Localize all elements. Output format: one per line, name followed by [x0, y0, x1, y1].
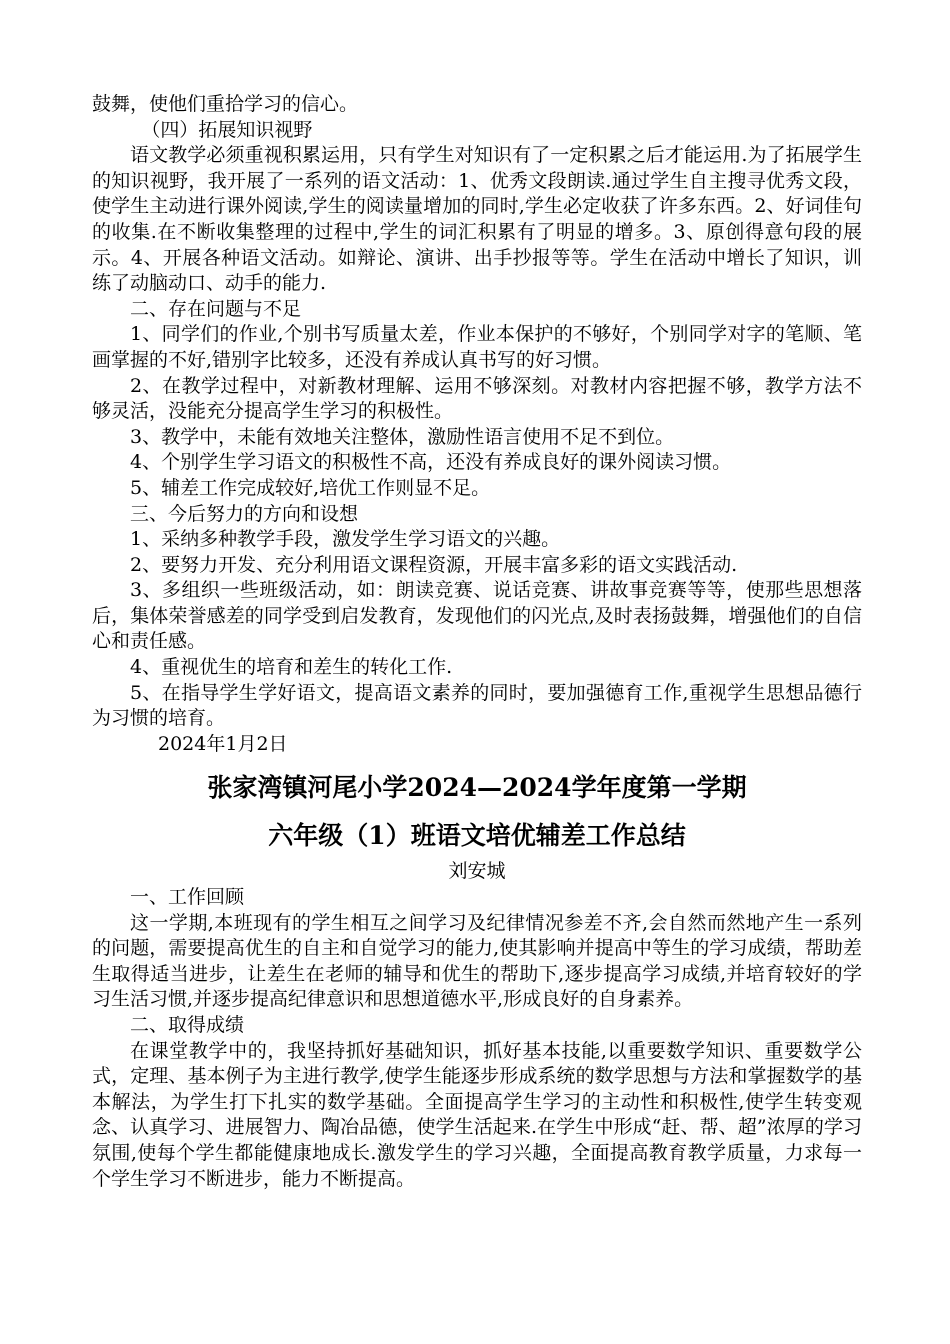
document-title-line2: 六年级（1）班语文培优辅差工作总结: [268, 821, 686, 851]
future-item: 4、重视优生的培育和差生的转化工作.: [130, 656, 453, 679]
problem-item: 1、同学们的作业,个别书写质量太差，作业本保护的不够好，个别同学对字的笔顺、笔画掌握的不好,错别字比较多，还没有养成认真书写的好习惯。: [92, 323, 862, 371]
future-item: 5、在指导学生学好语文，提高语文素养的同时，要加强德育工作,重视学生思想品德行为习惯的培育。: [92, 681, 862, 730]
paragraph-results: 在课堂教学中的，我坚持抓好基础知识，抓好基本技能,以重要数学知识、重要数学公式，定理、基本例子为主进行教学,使学生能逐步形成系统的数学思想与方法和掌握数学的基本解法，为学生打下扎实的数学基础。全面提高学生学习的主动性和积极性,使学生转变观念、认真学习、进展智力、陶冶品德，使学生活起来.在学生中形成“赶、帮、超”浓厚的学习氛围,使每个学生都能健康地成长.激发学生的学习兴趣，全面提高教育教学质量，力求每一个学生学习不断进步，能力不断提高。: [92, 1039, 862, 1190]
problem-item: 3、教学中，未能有效地关注整体，激励性语言使用不足不到位。: [130, 425, 675, 448]
future-item: 1、采纳多种教学手段，激发学生学习语文的兴趣。: [130, 528, 561, 551]
document-title-line1: 张家湾镇河尾小学2024—2024学年度第一学期: [207, 773, 747, 803]
problem-item: 5、辅差工作完成较好,培优工作则显不足。: [130, 476, 491, 499]
future-item: 3、多组织一些班级活动，如：朗读竞赛、说话竞赛、讲故事竞赛等等，使那些思想落后，集体荣誉感差的同学受到启发教育，发现他们的闪光点,及时表扬鼓舞，增强他们的自信心和责任感。: [92, 579, 862, 653]
section-heading-future: 三、今后努力的方向和设想: [130, 502, 359, 525]
paragraph-review: 这一学期,本班现有的学生相互之间学习及纪律情况参差不齐,会自然而然地产生一系列的问题，需要提高优生的自主和自觉学习的能力,使其影响并提高中等生的学习成绩，帮助差生取得适当进步，让差生在老师的辅导和优生的帮助下,逐步提高学习成绩,并培育较好的学习生活习惯,并逐步提高纪律意识和思想道德水平,形成良好的自身素养。: [92, 911, 862, 1011]
problem-item: 4、个别学生学习语文的积极性不高，还没有养成良好的课外阅读习惯。: [130, 451, 732, 474]
paragraph-expand-knowledge: 语文教学必须重视积累运用，只有学生对知识有了一定积累之后才能运用.为了拓展学生的知识视野，我开展了一系列的语文活动：1、优秀文段朗读.通过学生自主搜寻优秀文段，使学生主动进行课外阅读,学生的阅读量增加的同时,学生必定收获了许多东西。2、好词佳句的收集.在不断收集整理的过程中,学生的词汇积累有了明显的增多。3、原创得意句段的展示。4、开展各种语文活动。如辩论、演讲、出手抄报等等。学生在活动中增长了知识，训练了动脑动口、动手的能力.: [92, 144, 862, 295]
problem-item: 2、在教学过程中，对新教材理解、运用不够深刻。对教材内容把握不够，教学方法不够灵活，没能充分提高学生学习的积极性。: [92, 374, 862, 423]
section-heading-problems: 二、存在问题与不足: [130, 297, 302, 320]
section-heading-results: 二、取得成绩: [130, 1014, 245, 1036]
document-page: [92, 92, 862, 1192]
section-heading-review: 一、工作回顾: [130, 886, 245, 909]
section-heading-expand-knowledge: （四）拓展知识视野: [141, 118, 313, 141]
author-name: 刘安城: [448, 860, 506, 883]
future-item: 2、要努力开发、充分利用语文课程资源，开展丰富多彩的语文实践活动.: [130, 553, 738, 576]
document-date: 2024年1月2日: [158, 732, 288, 755]
continuation-text: 鼓舞，使他们重拾学习的信心。: [92, 93, 359, 115]
